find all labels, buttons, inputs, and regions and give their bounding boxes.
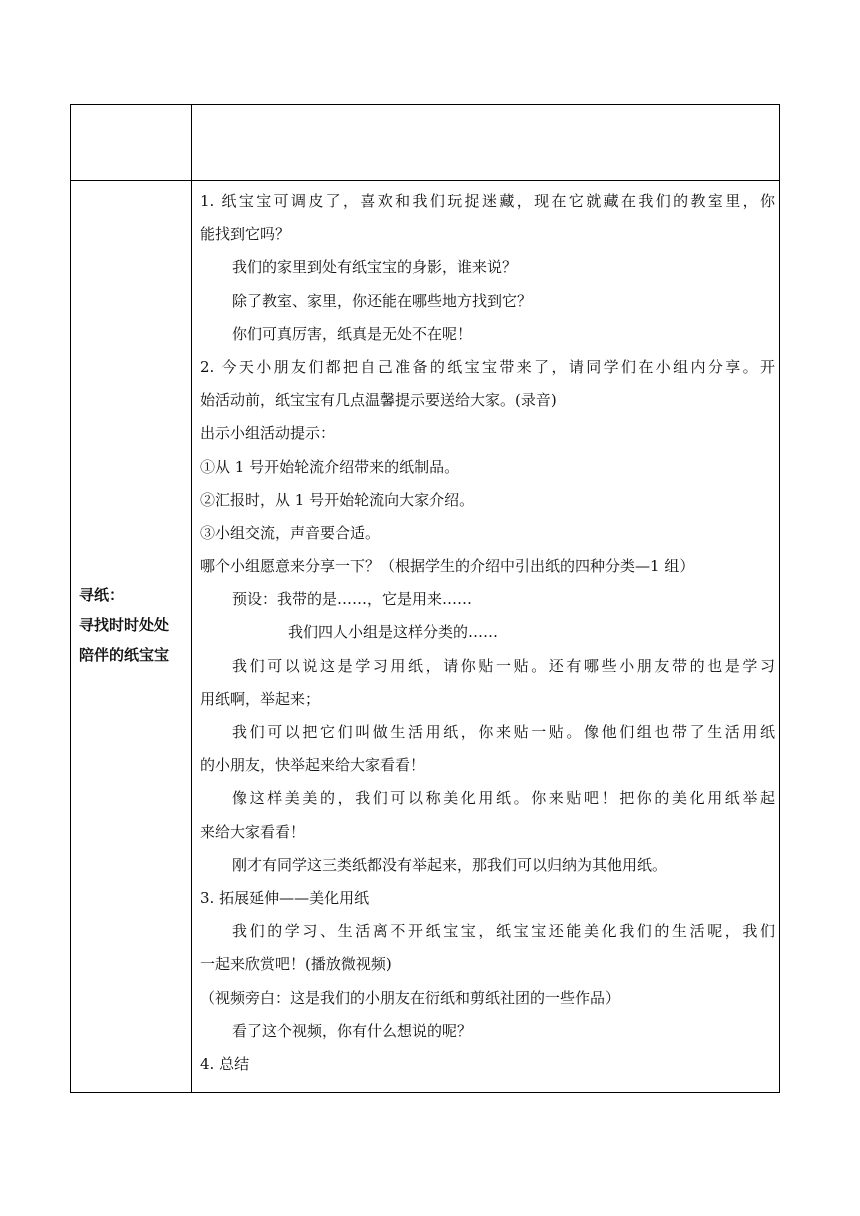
text-line: （视频旁白：这是我们的小朋友在衍纸和剪纸社团的一些作品） <box>200 988 621 1007</box>
text-line: 来给大家看看！ <box>200 822 306 841</box>
section-label <box>79 580 189 670</box>
text-line: 除了教室、家里，你还能在哪些地方找到它？ <box>232 291 533 310</box>
text-line: 我们四人小组是这样分类的…… <box>288 623 499 642</box>
text-line: 4. 总结 <box>200 1054 250 1073</box>
text-line: 预设：我带的是……，它是用来…… <box>232 590 473 609</box>
text-line: 一起来欣赏吧！(播放微视频) <box>200 955 392 974</box>
text-line: ③小组交流，声音要合适。 <box>200 523 381 542</box>
text-line: 3. 拓展延伸——美化用纸 <box>200 888 370 907</box>
text-line: 你们可真厉害，纸真是无处不在呢！ <box>232 324 473 343</box>
section-subtitle-line-2: 陪伴的纸宝宝 <box>79 646 170 664</box>
lesson-table <box>70 104 780 1093</box>
row-divider <box>71 180 779 181</box>
text-line: 我们可以说这是学习用纸，请你贴一贴。还有哪些小朋友带的也是学习 <box>232 656 775 675</box>
lesson-content <box>200 185 775 1081</box>
text-line: 出示小组活动提示： <box>200 424 336 443</box>
text-line: 刚才有同学这三类纸都没有举起来，那我们可以归纳为其他用纸。 <box>232 855 668 874</box>
text-line: 能找到它吗？ <box>200 225 291 244</box>
text-line: ②汇报时，从 1 号开始轮流向大家介绍。 <box>200 490 475 509</box>
section-title: 寻纸： <box>79 586 125 604</box>
section-subtitle-line-1: 寻找时时处处 <box>79 616 170 634</box>
text-line: 1. 纸宝宝可调皮了，喜欢和我们玩捉迷藏，现在它就藏在我们的教室里，你 <box>200 192 775 210</box>
column-divider <box>191 105 192 1092</box>
text-line: 看了这个视频，你有什么想说的呢？ <box>232 1021 473 1040</box>
text-line: 的小朋友，快举起来给大家看看！ <box>200 756 426 775</box>
text-line: 用纸啊，举起来； <box>200 689 321 708</box>
text-line: 我们可以把它们叫做生活用纸，你来贴一贴。像他们组也带了生活用纸 <box>232 723 775 741</box>
text-line: 2. 今天小朋友们都把自己准备的纸宝宝带来了，请同学们在小组内分享。开 <box>200 357 775 376</box>
text-line: 像这样美美的，我们可以称美化用纸。你来贴吧！把你的美化用纸举起 <box>232 789 775 808</box>
text-line: 哪个小组愿意来分享一下？（根据学生的介绍中引出纸的四种分类—1 组） <box>200 557 695 576</box>
text-line: ①从 1 号开始轮流介绍带来的纸制品。 <box>200 457 460 476</box>
text-line: 始活动前，纸宝宝有几点温馨提示要送给大家。(录音) <box>200 391 557 410</box>
text-line: 我们的家里到处有纸宝宝的身影，谁来说？ <box>232 258 518 277</box>
text-line: 我们的学习、生活离不开纸宝宝，纸宝宝还能美化我们的生活呢，我们 <box>232 922 775 941</box>
